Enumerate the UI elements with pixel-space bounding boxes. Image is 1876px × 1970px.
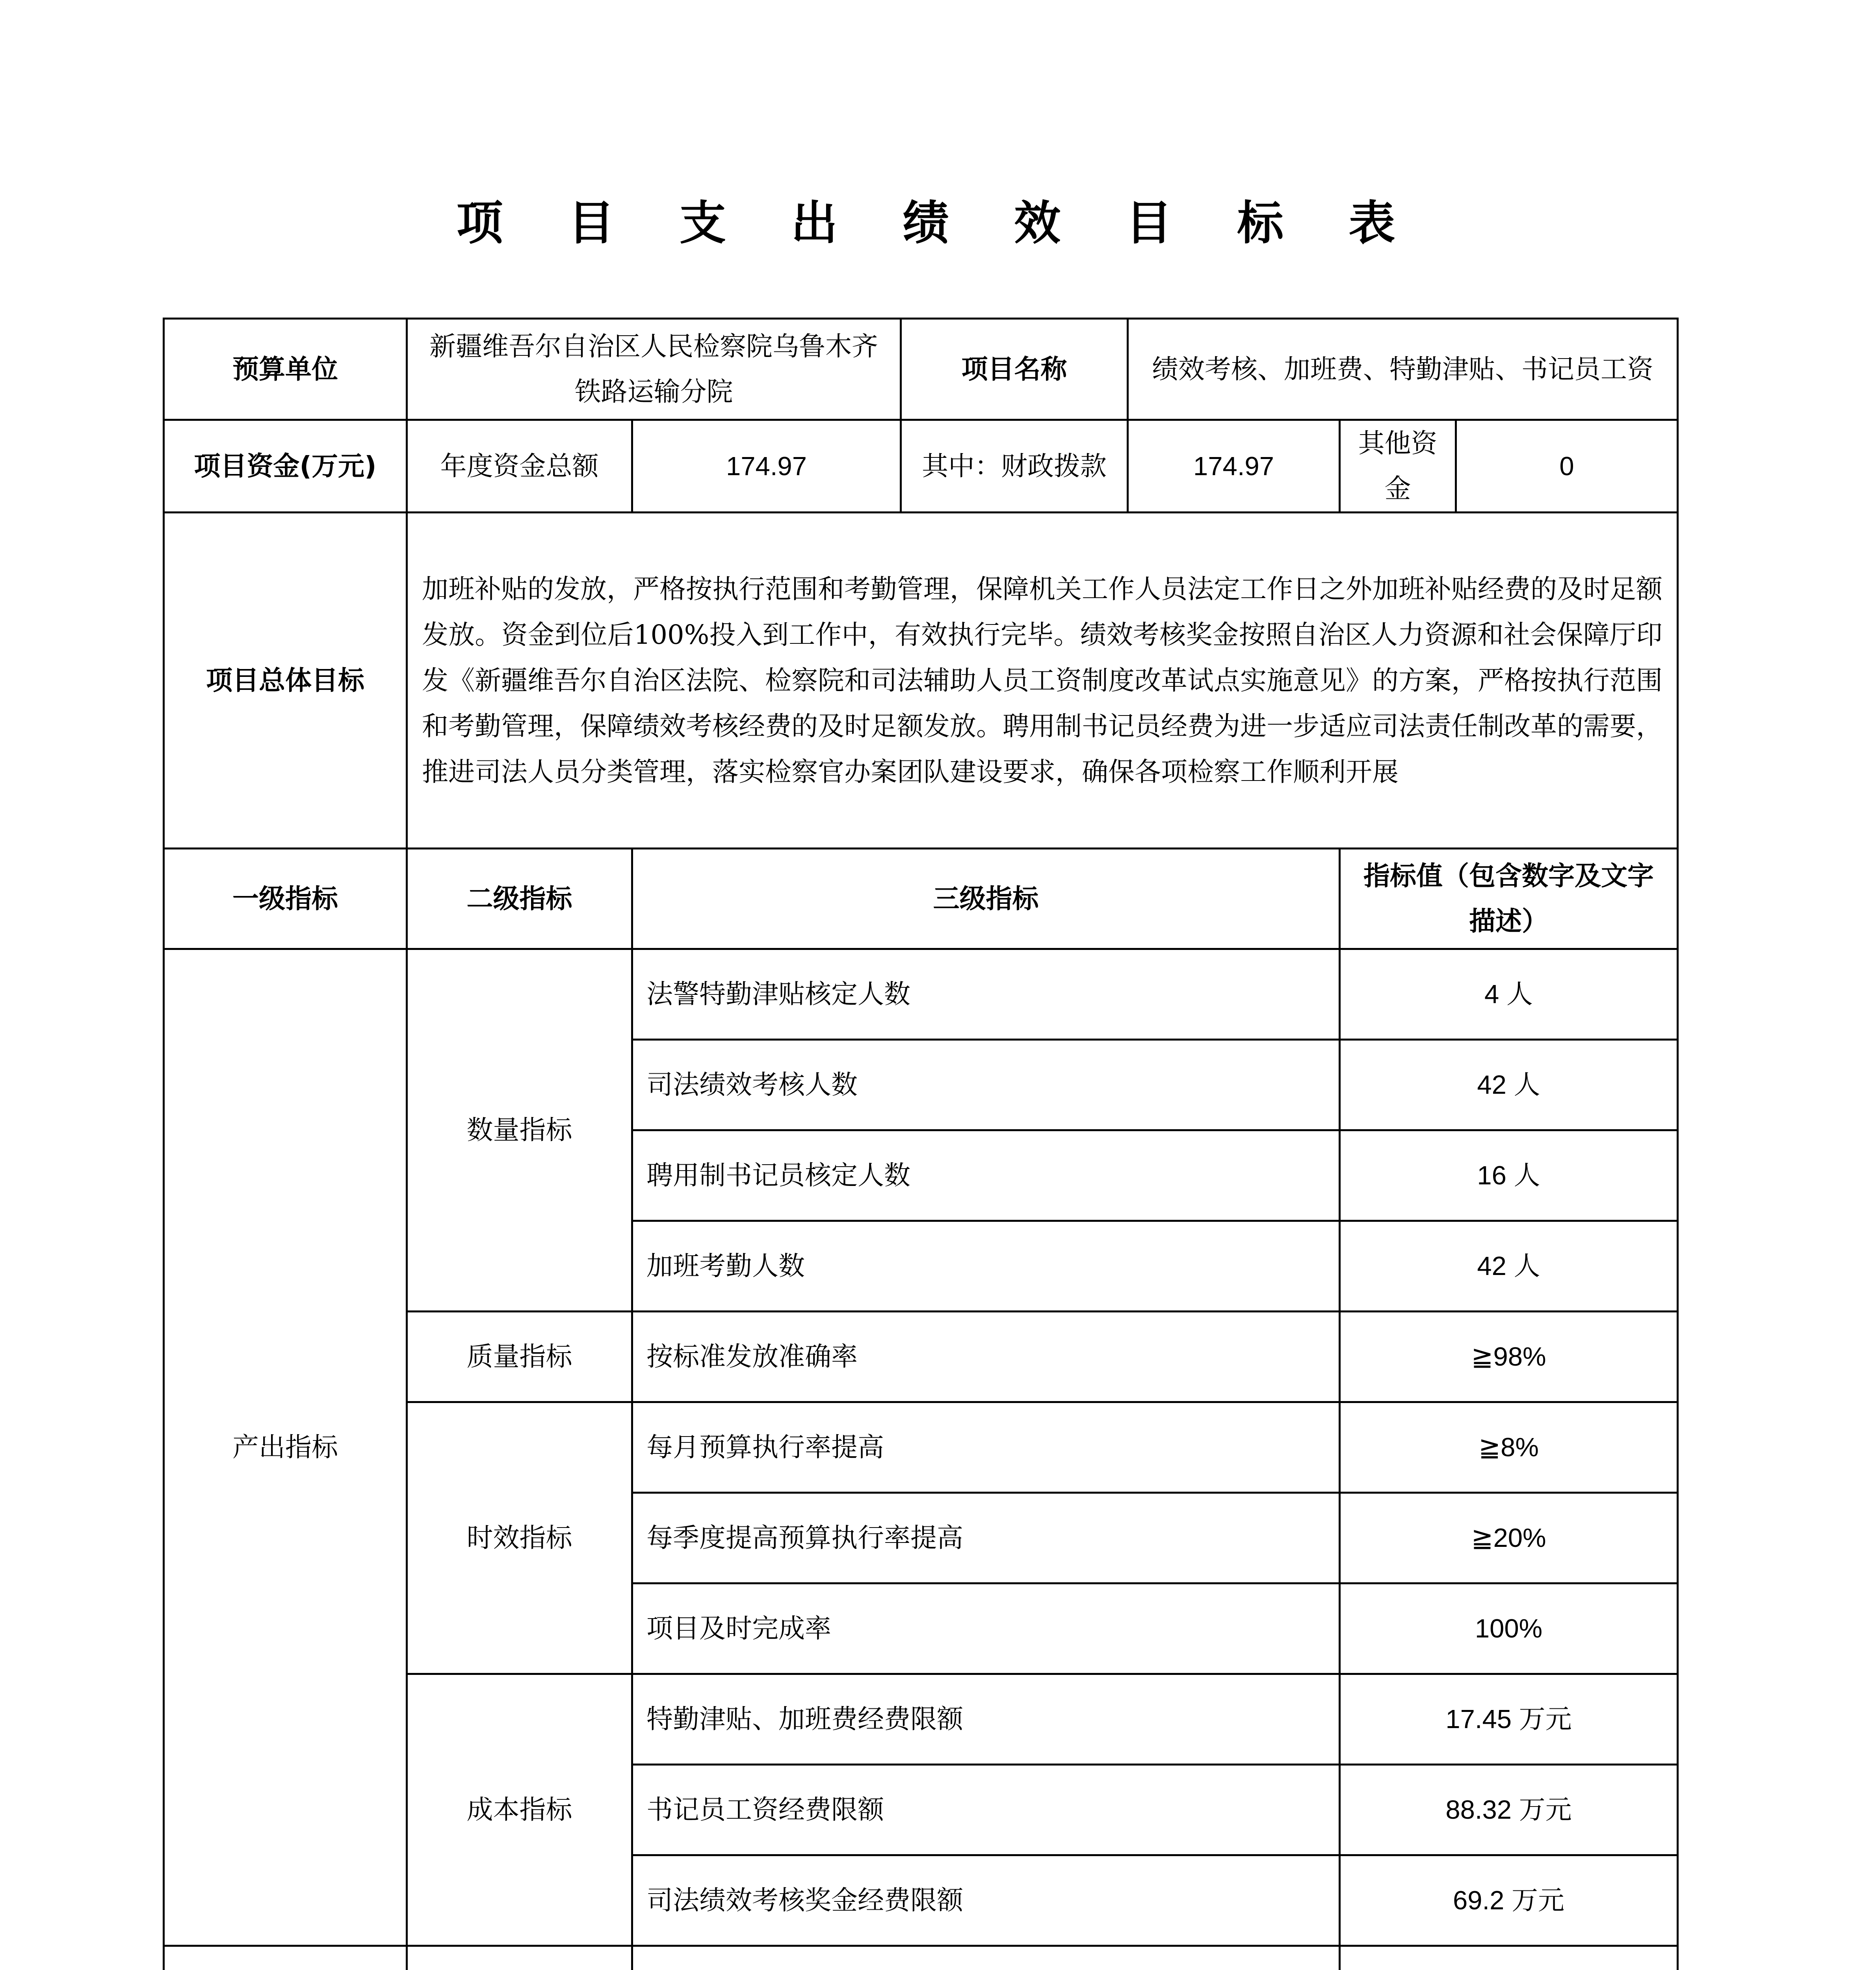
project-name-label: 项目名称: [901, 319, 1128, 420]
fiscal-value: 174.97: [1128, 420, 1340, 513]
funds-row: [164, 420, 1678, 513]
value-header: 指标值（包含数字及文字描述）: [1340, 849, 1678, 949]
indicator-value: 100%: [1340, 1583, 1678, 1674]
indicator-name: 书记员工资经费限额: [632, 1765, 1340, 1855]
indicator-name: 司法绩效考核人数: [632, 1040, 1340, 1130]
sustainable-impact-label: [407, 1946, 632, 1970]
level2-header: 二级指标: [407, 849, 632, 949]
overall-goal-label: 项目总体目标: [164, 513, 407, 849]
fiscal-label: 其中：财政拨款: [901, 420, 1128, 513]
indicator-value: ≧20%: [1340, 1493, 1678, 1583]
overall-goal-row: [164, 513, 1678, 849]
output-indicator-label: 产出指标: [164, 949, 407, 1946]
quality-indicator-label: 质量指标: [407, 1312, 632, 1402]
indicator-value: 69.2 万元: [1340, 1855, 1678, 1946]
overall-goal-text: 加班补贴的发放，严格按执行范围和考勤管理，保障机关工作人员法定工作日之外加班补贴经费的及时足额发放。资金到位后100%投入到工作中，有效执行完毕。绩效考核奖金按照自治区人力资源和社会保障厅印发《新疆维吾尔自治区法院、检察院和司法辅助人员工资制度改革试点实施意见》的方案，严格按执行范围和考勤管理，保障绩效考核经费的及时足额发放。聘用制书记员经费为进一步适应司法责任制改革的需要，推进司法人员分类管理，落实检察官办案团队建设要求，确保各项检察工作顺利开展: [407, 513, 1678, 849]
column-header-row: [164, 849, 1678, 949]
indicator-value: 42 人: [1340, 1221, 1678, 1312]
header-row: [164, 319, 1678, 420]
indicator-value: [1340, 1946, 1678, 1970]
indicator-name: 特勤津贴、加班费经费限额: [632, 1674, 1340, 1765]
indicator-value: ≧8%: [1340, 1402, 1678, 1493]
cost-indicator-label: 成本指标: [407, 1674, 632, 1946]
table-row: [164, 949, 1678, 1040]
indicator-name: 加班考勤人数: [632, 1221, 1340, 1312]
indicator-value: 17.45 万元: [1340, 1674, 1678, 1765]
indicator-value: 42 人: [1340, 1040, 1678, 1130]
level3-header: 三级指标: [632, 849, 1340, 949]
indicator-name: [632, 1946, 1340, 1970]
annual-total-value: 174.97: [632, 420, 901, 513]
annual-total-label: 年度资金总额: [407, 420, 632, 513]
indicator-name: 法警特勤津贴核定人数: [632, 949, 1340, 1040]
indicator-name: 每季度提高预算执行率提高: [632, 1493, 1340, 1583]
quantity-indicator-label: 数量指标: [407, 949, 632, 1312]
indicator-value: 16 人: [1340, 1130, 1678, 1221]
indicator-name: 项目及时完成率: [632, 1583, 1340, 1674]
benefit-indicator-label: [164, 1946, 407, 1970]
other-funds-value: 0: [1456, 420, 1678, 513]
indicator-name: 按标准发放准确率: [632, 1312, 1340, 1402]
other-funds-label: 其他资金: [1340, 420, 1456, 513]
project-name-value: 绩效考核、加班费、特勤津贴、书记员工资: [1128, 319, 1678, 420]
indicator-value: 4 人: [1340, 949, 1678, 1040]
indicator-name: 聘用制书记员核定人数: [632, 1130, 1340, 1221]
timeliness-indicator-label: 时效指标: [407, 1402, 632, 1674]
budget-unit-value: 新疆维吾尔自治区人民检察院乌鲁木齐铁路运输分院: [407, 319, 901, 420]
indicator-name: 每月预算执行率提高: [632, 1402, 1340, 1493]
funds-label: 项目资金(万元): [164, 420, 407, 513]
table-row: [164, 1946, 1678, 1970]
indicator-value: ≧98%: [1340, 1312, 1678, 1402]
budget-unit-label: 预算单位: [164, 319, 407, 420]
level1-header: 一级指标: [164, 849, 407, 949]
page-title: 项 目 支 出 绩 效 目 标 表: [456, 195, 1420, 250]
performance-target-table: [163, 318, 1679, 1970]
indicator-name: 司法绩效考核奖金经费限额: [632, 1855, 1340, 1946]
indicator-value: 88.32 万元: [1340, 1765, 1678, 1855]
